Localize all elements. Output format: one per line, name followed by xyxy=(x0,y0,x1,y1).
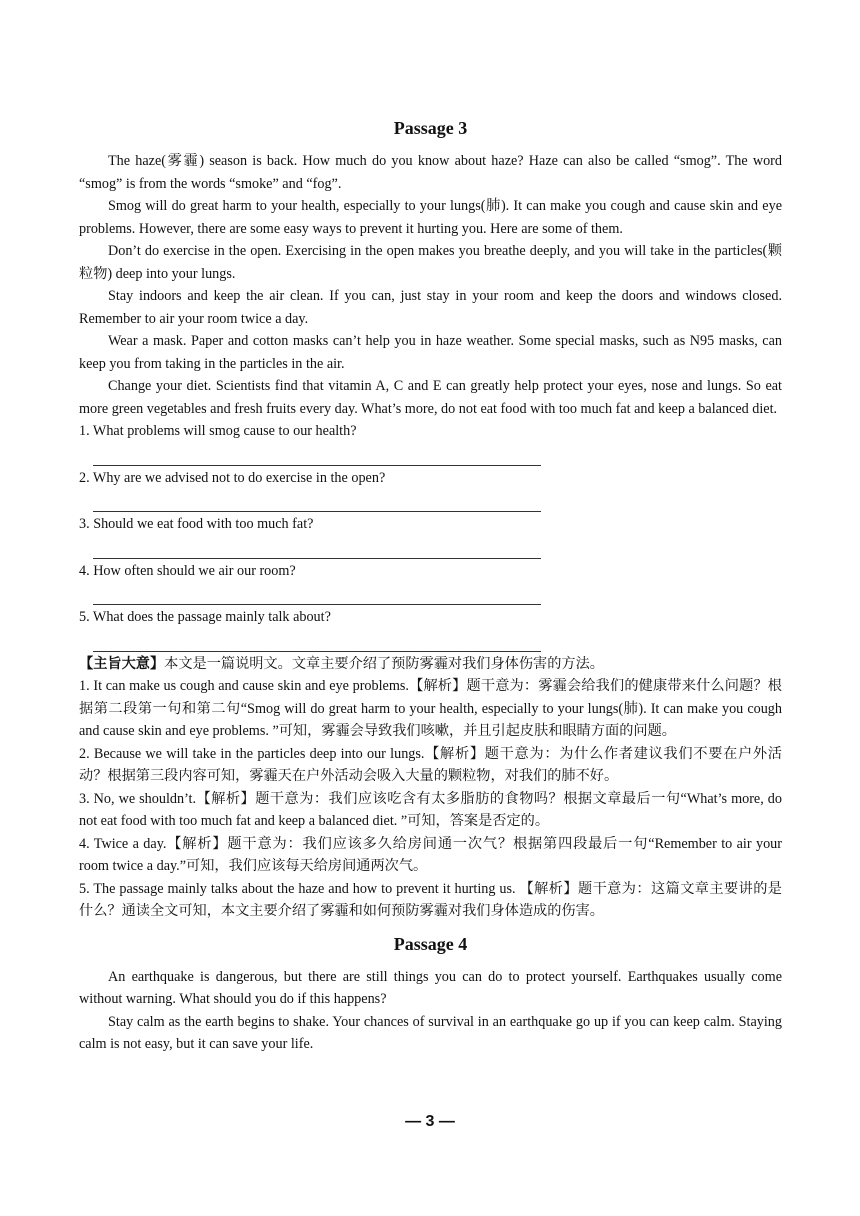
summary xyxy=(79,653,782,676)
passage3-paragraph: Smog will do great harm to your health, especially to your lungs(肺). It can make you cough and cause skin and eye problems. However, there are some easy ways to prevent it hurting you. Here are some of them. xyxy=(79,198,782,237)
passage3-paragraph: Wear a mask. Paper and cotton masks can’t help you in haze weather. Some special masks, such as N95 masks, can keep you from taking in the particles in the air. xyxy=(79,333,782,372)
answer-explanation-1: 1. It can make us cough and cause skin and eye problems.【解析】题干意为：雾霾会给我们的健康带来什么问题？根据第二段第一句和第二句“Smog will do great harm to your health, especially to your lungs(肺). It can make you cough and cause skin and eye problems. ”可知，雾霾会导致我们咳嗽，并且引起皮肤和眼睛方面的问题。 xyxy=(79,678,782,739)
answer-explanation-5: 5. The passage mainly talks about the haze and how to prevent it hurting us. 【解析】题干意为：这篇文章主要讲的是什么？通读全文可知，本文主要介绍了雾霾和如何预防雾霾对我们身体造成的伤害。 xyxy=(79,880,782,919)
answer-blank-1[interactable] xyxy=(93,443,541,466)
page-content xyxy=(79,112,782,1056)
answer-explanation-4: 4. Twice a day.【解析】题干意为：我们应该多久给房间通一次气？根据第四段最后一句“Remember to air your room twice a day.”可知，我们应该每天给房间通两次气。 xyxy=(79,835,782,874)
summary-tag: 【主旨大意】 xyxy=(79,655,165,672)
answer-blank-2[interactable] xyxy=(93,489,541,512)
passage3-paragraph: Don’t do exercise in the open. Exercising in the open makes you breathe deeply, and you will take in the particles(颗粒物) deep into your lungs. xyxy=(79,243,782,282)
question-4: 4. How often should we air our room? xyxy=(79,562,296,579)
answer-blank-3[interactable] xyxy=(93,536,541,559)
passage4-paragraph: An earthquake is dangerous, but there are still things you can do to protect yourself. Earthquakes usually come without warning. What should you do if this happens? xyxy=(79,968,782,1007)
passage4-paragraph: Stay calm as the earth begins to shake. Your chances of survival in an earthquake go up if you can keep calm. Staying calm is not easy, but it can save your life. xyxy=(79,1013,782,1052)
summary-text: 本文是一篇说明文。文章主要介绍了预防雾霾对我们身体伤害的方法。 xyxy=(164,655,604,672)
passage4-title: Passage 4 xyxy=(393,933,468,954)
passage3-paragraph: The haze(雾霾) season is back. How much do you know about haze? Haze can also be called “smog”. The word “smog” is from the words “smoke” and “fog”. xyxy=(79,153,782,192)
answer-explanation-3: 3. No, we shouldn’t.【解析】题干意为：我们应该吃含有太多脂肪的食物吗？根据文章最后一句“What’s more, do not eat food with too much fat and keep a balanced diet. ”可知，答案是否定的。 xyxy=(79,790,782,829)
question-5: 5. What does the passage mainly talk about? xyxy=(79,609,331,625)
answer-explanation-2: 2. Because we will take in the particles deep into our lungs.【解析】题干意为：为什么作者建议我们不要在户外活动？根据第三段内容可知，雾霾天在户外活动会吸入大量的颗粒物，对我们的肺不好。 xyxy=(79,745,782,784)
passage3-paragraph: Change your diet. Scientists find that vitamin A, C and E can greatly help protect your eyes, nose and lungs. So eat more green vegetables and fresh fruits every day. What’s more, do not eat food with too much fat and keep a balanced diet. xyxy=(79,378,782,417)
question-2: 2. Why are we advised not to do exercise in the open? xyxy=(79,469,386,486)
question-1: 1. What problems will smog cause to our health? xyxy=(79,423,357,439)
answer-blank-4[interactable] xyxy=(93,582,541,605)
passage3-title: Passage 3 xyxy=(393,118,468,138)
page-number: — 3 — xyxy=(405,1113,455,1130)
answer-blank-5[interactable] xyxy=(93,629,541,652)
question-3: 3. Should we eat food with too much fat? xyxy=(79,516,314,532)
passage3-paragraph: Stay indoors and keep the air clean. If you can, just stay in your room and keep the doors and windows closed. Remember to air your room twice a day. xyxy=(79,288,782,327)
